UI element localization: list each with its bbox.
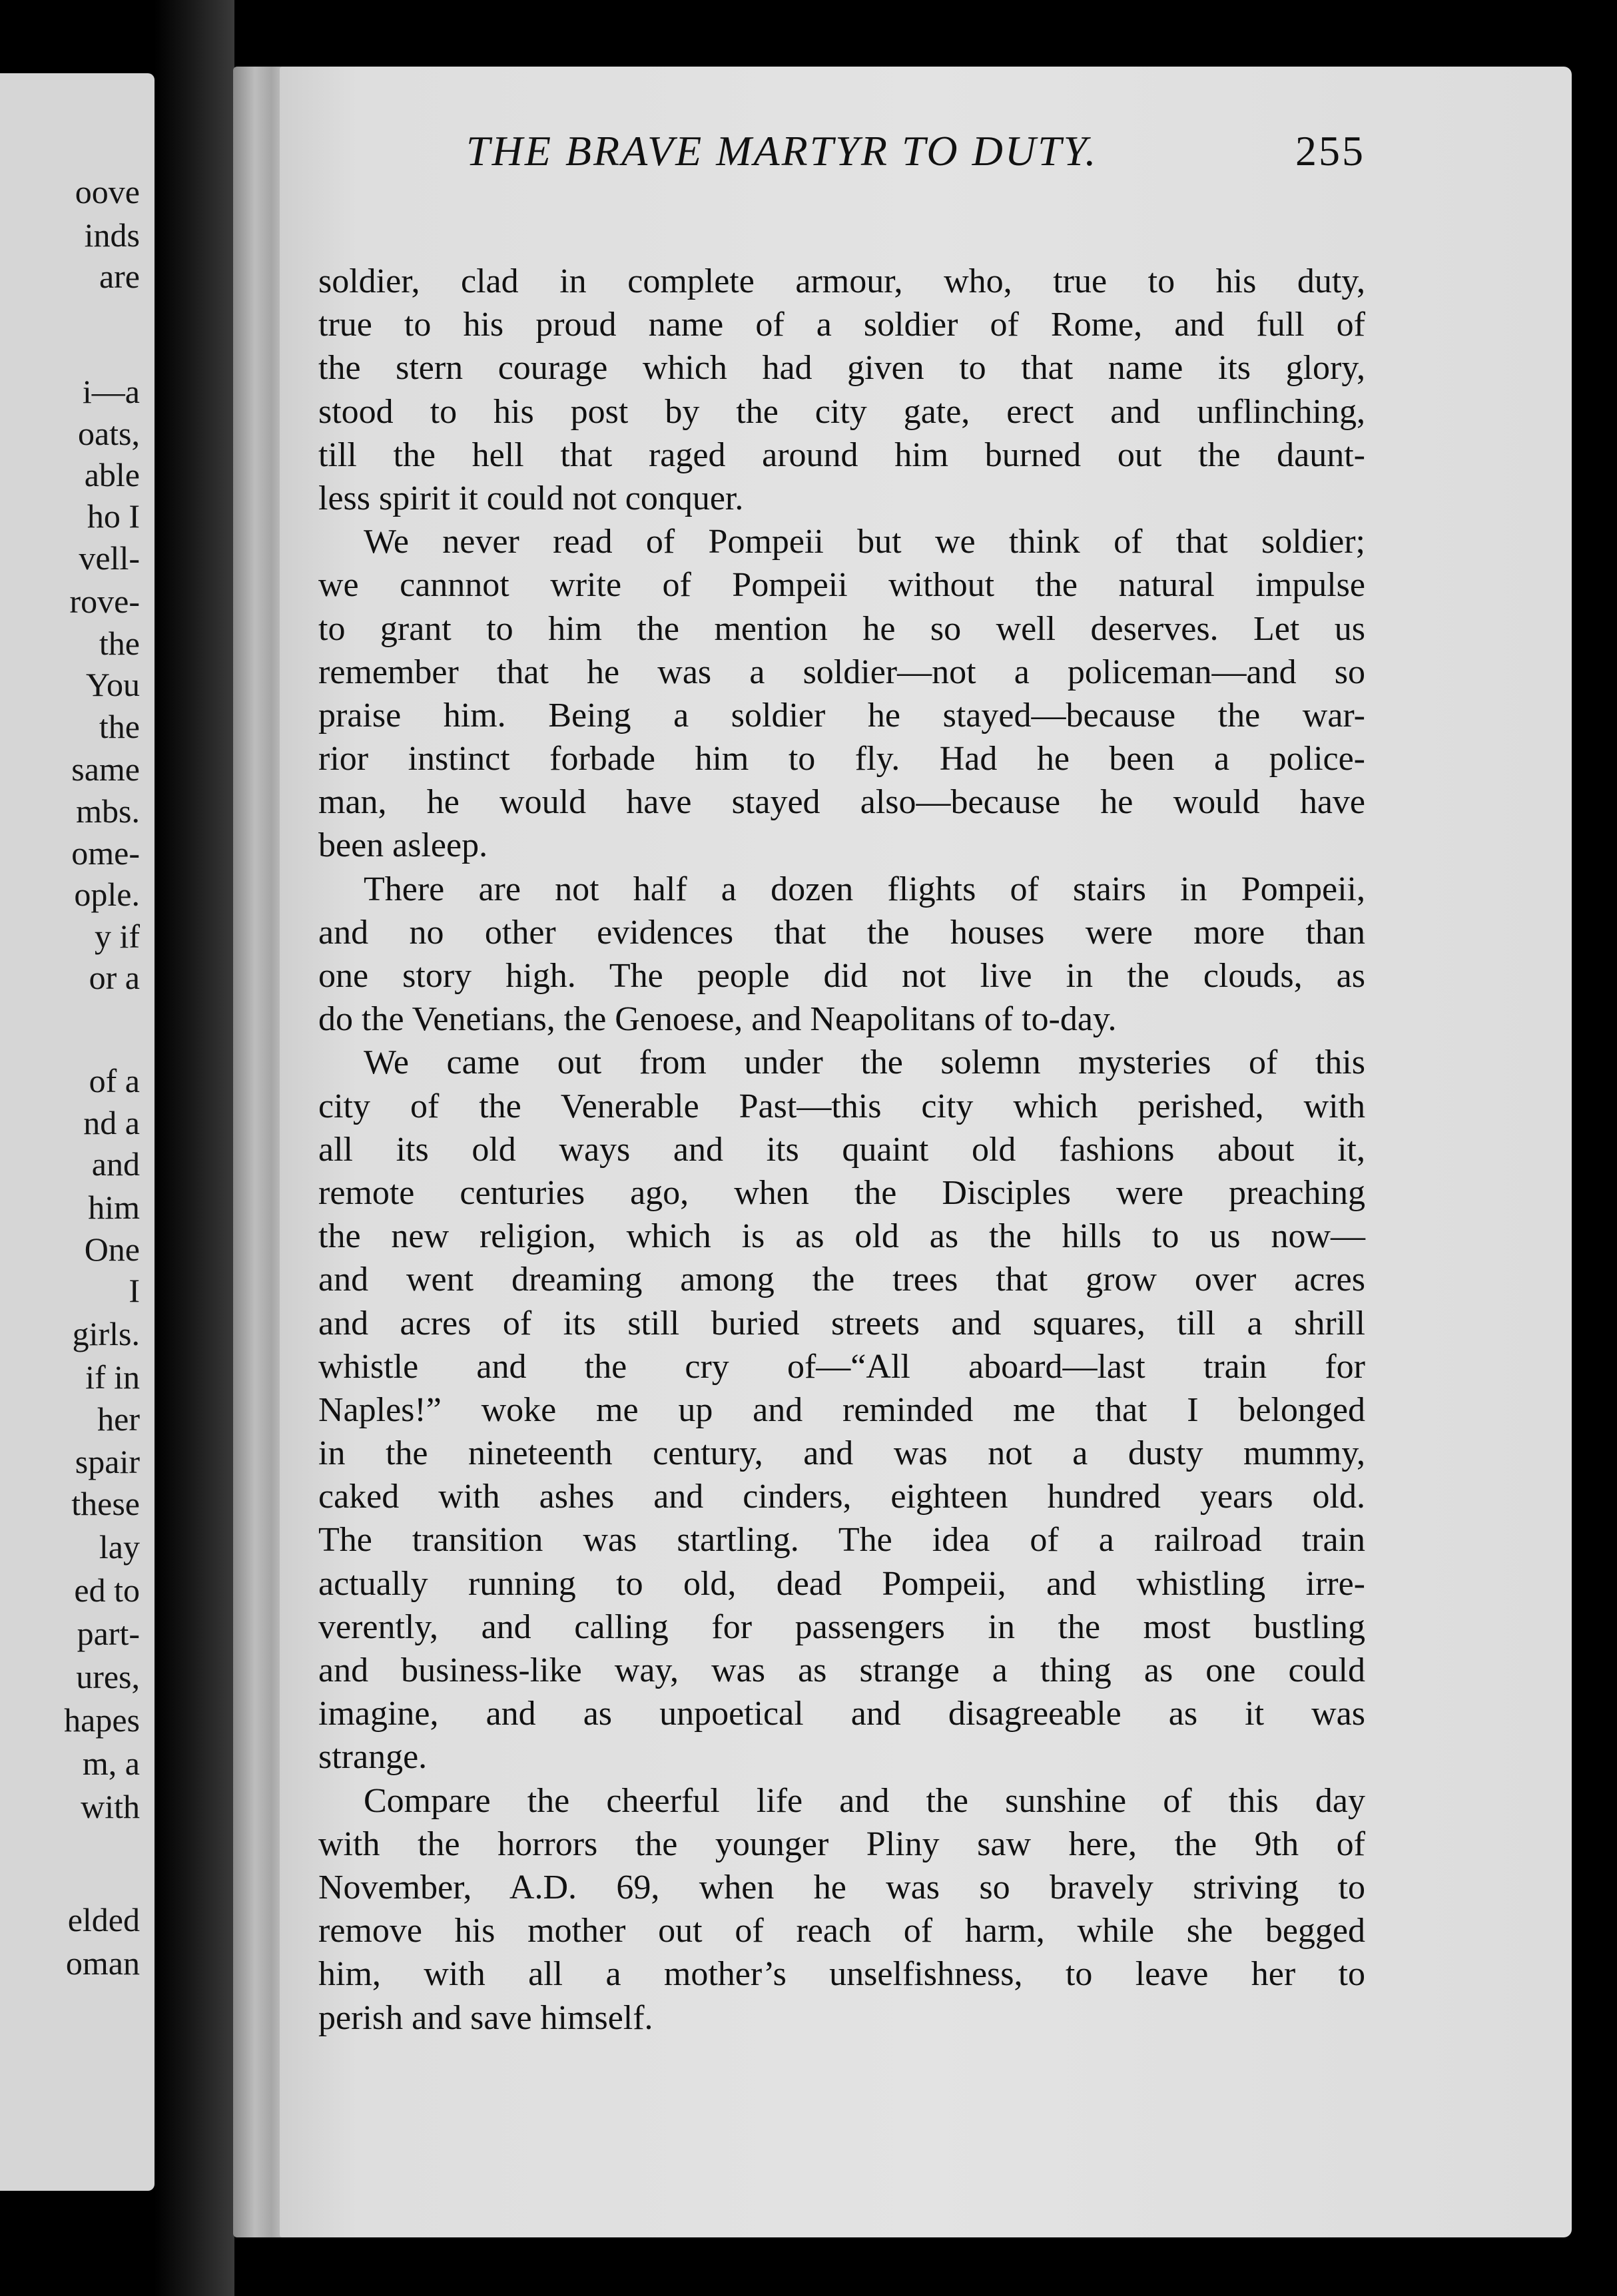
text-line: perish and save himself. xyxy=(318,1998,653,2037)
text-line: remember that he was a soldier—not a policeman—and so xyxy=(318,653,1365,691)
previous-page-fragment: her xyxy=(97,1400,140,1438)
previous-page-fragment: I xyxy=(129,1272,140,1309)
text-line: the stern courage which had given to that name its glory, xyxy=(318,349,1365,388)
previous-page-fragment: with xyxy=(81,1788,140,1825)
previous-page-fragment: spair xyxy=(75,1443,140,1480)
text-line: We came out from under the solemn mysteries of this xyxy=(364,1043,1365,1082)
text-line: and went dreaming among the trees that grow over acres xyxy=(318,1261,1365,1299)
text-line: strange. xyxy=(318,1738,428,1777)
previous-page-fragment: nd a xyxy=(83,1104,140,1141)
previous-page-fragment: and xyxy=(91,1145,140,1183)
text-line: and business-like way, was as strange a thing as one could xyxy=(318,1651,1365,1689)
book-spine-shadow xyxy=(155,0,234,2296)
text-line: soldier, clad in complete armour, who, true to his duty, xyxy=(318,262,1365,300)
previous-page-fragment: lay xyxy=(99,1528,140,1566)
text-line: remove his mother out of reach of harm, while she begged xyxy=(318,1912,1365,1950)
text-line: true to his proud name of a soldier of Rome, and full of xyxy=(318,306,1365,344)
text-line: till the hell that raged around him burned out the daunt- xyxy=(318,435,1365,474)
running-title: THE BRAVE MARTYR TO DUTY. xyxy=(466,127,1098,174)
previous-page-fragment: vell- xyxy=(79,539,140,577)
page-number: 255 xyxy=(1295,127,1365,174)
previous-page-fragment: girls. xyxy=(72,1315,140,1352)
text-line: and no other evidences that the houses were more than xyxy=(318,913,1365,952)
text-line: verently, and calling for passengers in the most bustling xyxy=(318,1607,1365,1646)
previous-page-fragment: mbs. xyxy=(76,792,140,830)
previous-page-fragment: part- xyxy=(77,1615,140,1652)
previous-page-fragment: ho I xyxy=(87,497,140,535)
previous-page-fragment: these xyxy=(71,1485,140,1522)
paragraph xyxy=(318,520,1365,868)
previous-page-fragment: rove- xyxy=(69,583,140,620)
previous-page-fragment: oats, xyxy=(77,415,140,452)
text-line: one story high. The people did not live in the clouds, as xyxy=(318,957,1365,995)
previous-page-fragment: You xyxy=(85,666,140,703)
previous-page-fragment: ed to xyxy=(74,1572,140,1609)
previous-page-fragment: hapes xyxy=(64,1701,140,1739)
previous-page-fragment: oove xyxy=(75,173,140,210)
paragraph xyxy=(318,1779,1365,2040)
text-line: caked with ashes and cinders, eighteen hundred years old. xyxy=(318,1478,1365,1516)
text-line: We never read of Pompeii but we think of that soldier; xyxy=(364,523,1365,561)
text-line: The transition was startling. The idea of a railroad train xyxy=(318,1521,1365,1560)
previous-page-fragment: oman xyxy=(65,1944,140,1982)
previous-page-fragment: One xyxy=(84,1231,140,1268)
text-line: and acres of its still buried streets and squares, till a shrill xyxy=(318,1304,1365,1342)
previous-page-fragment: i—a xyxy=(82,373,140,410)
previous-page-fragment: able xyxy=(84,456,140,493)
text-line: man, he would have stayed also—because he would have xyxy=(318,783,1365,822)
text-line: do the Venetians, the Genoese, and Neapolitans of to-day. xyxy=(318,1000,1117,1039)
text-line: remote centuries ago, when the Disciples were preaching xyxy=(318,1173,1365,1212)
previous-page-fragment: ome- xyxy=(71,834,140,872)
previous-page-fragment: elded xyxy=(67,1901,140,1938)
text-line: all its old ways and its quaint old fashions about it, xyxy=(318,1130,1365,1169)
previous-page-fragment: or a xyxy=(89,959,140,996)
text-line: praise him. Being a soldier he stayed—because the war- xyxy=(318,696,1365,734)
text-line: we cannnot write of Pompeii without the natural impulse xyxy=(318,566,1365,605)
previous-page-fragment: inds xyxy=(84,216,140,254)
previous-page-fragment: ople. xyxy=(74,876,140,913)
previous-page-fragment: y if xyxy=(94,918,140,955)
previous-page-edge xyxy=(0,73,155,2191)
paragraph xyxy=(318,260,1365,520)
previous-page-fragment: the xyxy=(99,625,140,662)
text-line: Compare the cheerful life and the sunshine of this day xyxy=(364,1781,1365,1820)
previous-page-fragment: ures, xyxy=(76,1658,140,1695)
previous-page-fragment: him xyxy=(88,1189,140,1226)
previous-page-fragment: are xyxy=(99,258,140,295)
text-line: to grant to him the mention he so well deserves. Let us xyxy=(318,609,1365,648)
text-line: rior instinct forbade him to fly. Had he been a police- xyxy=(318,740,1365,778)
text-line: actually running to old, dead Pompeii, and whistling irre- xyxy=(318,1564,1365,1603)
text-line: with the horrors the younger Pliny saw here, the 9th of xyxy=(318,1825,1365,1863)
previous-page-fragment: same xyxy=(71,750,140,788)
paragraph xyxy=(318,1041,1365,1779)
text-line: him, with all a mother’s unselfishness, to leave her to xyxy=(318,1955,1365,1994)
running-header xyxy=(466,127,1365,200)
text-line: stood to his post by the city gate, erect and unflinching, xyxy=(318,392,1365,431)
text-line: been asleep. xyxy=(318,826,488,865)
text-line: the new religion, which is as old as the hills to us now— xyxy=(318,1217,1365,1256)
previous-page-fragment: of a xyxy=(89,1062,140,1099)
text-line: city of the Venerable Past—this city which perished, with xyxy=(318,1087,1365,1125)
paragraph xyxy=(318,868,1365,1041)
text-line: less spirit it could not conquer. xyxy=(318,479,744,517)
text-line: November, A.D. 69, when he was so bravely striving to xyxy=(318,1868,1365,1906)
previous-page-fragment: m, a xyxy=(82,1745,140,1782)
text-line: Naples!” woke me up and reminded me that I belonged xyxy=(318,1390,1365,1429)
body-text xyxy=(318,260,1365,2040)
text-line: There are not half a dozen flights of stairs in Pompeii, xyxy=(364,870,1365,908)
text-line: whistle and the cry of—“All aboard—last train for xyxy=(318,1347,1365,1386)
text-line: in the nineteenth century, and was not a dusty mummy, xyxy=(318,1434,1365,1473)
previous-page-fragment: if in xyxy=(85,1358,140,1396)
text-line: imagine, and as unpoetical and disagreeable as it was xyxy=(318,1695,1365,1733)
previous-page-fragment: the xyxy=(99,708,140,745)
